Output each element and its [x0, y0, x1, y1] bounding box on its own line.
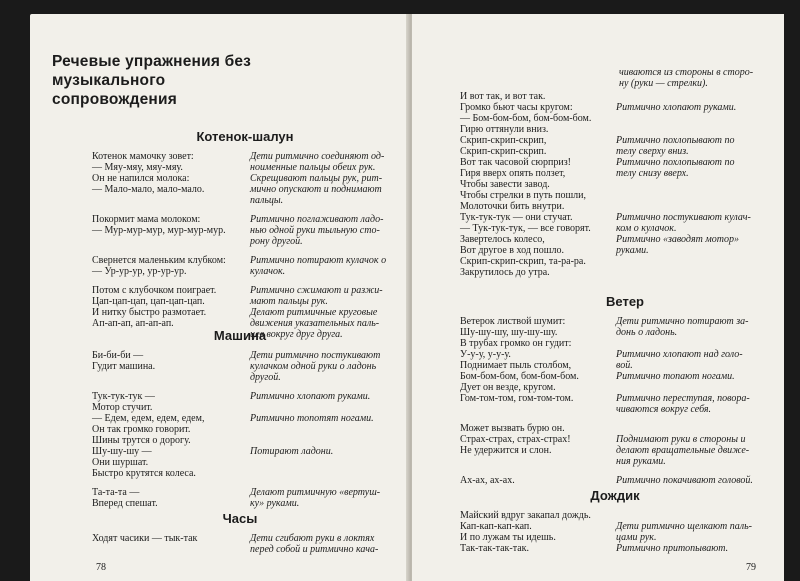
verse-line: Покормит мама молоком: — [92, 214, 201, 225]
verse-line: Ах-ах, ах-ах. — [460, 475, 515, 486]
verse-line: Ветерок листвой шумит: — [460, 316, 566, 327]
movement-instruction: Ритмично хлопают над голо- — [616, 349, 743, 360]
poem-row — [460, 234, 751, 245]
movement-instruction: другой. — [250, 372, 281, 383]
stanza-gap — [460, 415, 753, 423]
poem-row — [460, 521, 752, 532]
continuation-line: чиваются из стороны в сторо- — [619, 67, 754, 78]
poem-row — [92, 214, 386, 225]
movement-instruction: Дети сгибают руки в локтях — [250, 533, 375, 544]
clock-poem-start — [92, 533, 378, 555]
verse-line: Завертелось колесо, — [460, 234, 545, 245]
movement-instruction: мают пальцы рук. — [250, 296, 328, 307]
movement-instruction: рону другой. — [250, 236, 303, 247]
verse-line: — Тук-тук-тук, — все говорят. — [460, 223, 591, 234]
verse-line: Тук-тук-тук — — [92, 391, 155, 402]
stanza-gap — [92, 277, 386, 285]
poem-row — [92, 296, 386, 307]
movement-instruction: кулачком одной руки о ладонь — [250, 361, 377, 372]
movement-instruction: донь о ладонь. — [616, 327, 678, 338]
verse-line: Вот другое в ход пошло. — [460, 245, 564, 256]
poem-row — [92, 285, 386, 296]
verse-line: — Мур-мур-мур, мур-мур-мур. — [92, 225, 226, 236]
poem-row — [460, 543, 752, 554]
movement-instruction: Ритмично хлопают руками. — [250, 391, 371, 402]
verse-line: Чтобы завести завод. — [460, 179, 550, 190]
movement-instruction: ком о кулачок. — [616, 223, 677, 234]
movement-instruction: ния руками. — [616, 456, 666, 467]
verse-line: Цап-цап-цап, цап-цап-цап. — [92, 296, 205, 307]
verse-line: В трубах громко он гудит: — [460, 338, 572, 349]
movement-instruction: Ритмично похлопывают по — [616, 157, 735, 168]
poem-row — [460, 475, 753, 486]
verse-line — [92, 236, 250, 247]
verse-line: — Мяу-мяу, мяу-мяу. — [92, 162, 183, 173]
section-heading-wind: Ветер — [606, 294, 644, 309]
car-poem — [92, 350, 380, 509]
poem-row — [460, 434, 753, 445]
verse-line: Гудит машина. — [92, 361, 156, 372]
verse-line: Быстро крутятся колеса. — [92, 468, 196, 479]
verse-line: Они шуршат. — [92, 457, 149, 468]
poem-row — [92, 402, 380, 413]
movement-instruction: Ритмично покачивают головой. — [616, 475, 753, 486]
stanza-gap — [92, 479, 380, 487]
poem-row — [92, 361, 380, 372]
poem-row — [460, 349, 753, 360]
poem-row — [92, 236, 386, 247]
stanza-gap — [92, 206, 386, 214]
poem-row — [460, 371, 753, 382]
verse-line: Та-та-та — — [92, 487, 140, 498]
poem-row — [460, 190, 751, 201]
poem-row — [92, 413, 380, 424]
wind-poem — [460, 316, 753, 486]
poem-row — [460, 157, 751, 168]
verse-line: Так-так-так-так. — [460, 543, 530, 554]
movement-instruction: нью одной руки тыльную сто- — [250, 225, 380, 236]
poem-row — [460, 456, 753, 467]
verse-line: Он так громко говорит. — [92, 424, 191, 435]
poem-row — [92, 151, 386, 162]
poem-row — [92, 435, 380, 446]
verse-line: Не удержится и слон. — [460, 445, 552, 456]
movement-instruction: Дети ритмично постукивают — [250, 350, 381, 361]
movement-instruction: перед собой и ритмично кача- — [250, 544, 379, 555]
poem-row — [460, 382, 753, 393]
poem-row — [460, 327, 753, 338]
poem-row — [92, 162, 386, 173]
verse-line: Котенок мамочку зовет: — [92, 151, 194, 162]
verse-line — [460, 404, 616, 415]
verse-line: Может вызвать бурю он. — [460, 423, 565, 434]
movement-instruction: Ритмично притопывают. — [616, 543, 729, 554]
poem-row — [460, 316, 753, 327]
verse-line: Скрип-скрип-скрип, — [460, 135, 547, 146]
poem-row — [460, 179, 751, 190]
poem-row — [92, 173, 386, 184]
verse-line — [460, 456, 616, 467]
verse-line — [92, 372, 250, 383]
verse-line: Гом-том-том, гом-том-том. — [460, 393, 574, 404]
poem-row — [460, 338, 753, 349]
movement-instruction: чиваются вокруг себя. — [616, 404, 712, 415]
poem-row — [92, 372, 380, 383]
continuation-line: ну (руки — стрелки). — [619, 78, 708, 89]
poem-row — [460, 423, 753, 434]
verse-line: — Едем, едем, едем, едем, — [92, 413, 205, 424]
poem-row — [92, 266, 386, 277]
poem-row — [460, 510, 752, 521]
verse-line: Бом-бом-бом, бом-бом-бом. — [460, 371, 579, 382]
movement-instruction: Потирают ладони. — [250, 446, 334, 457]
poem-row — [92, 457, 380, 468]
poem-row — [460, 102, 751, 113]
movement-instruction: Поднимают руки в стороны и — [616, 434, 746, 445]
kitten-poem — [92, 151, 386, 340]
movement-instruction: телу сверху вниз. — [616, 146, 689, 157]
movement-instruction: Ритмично потирают кулачок о — [250, 255, 387, 266]
poem-row — [92, 307, 386, 318]
poem-row — [460, 146, 751, 157]
poem-row — [92, 533, 378, 544]
movement-instruction: Дети ритмично щелкают паль- — [616, 521, 753, 532]
verse-line: Ходят часики — тык-так — [92, 533, 198, 544]
section-heading-clock: Часы — [222, 511, 258, 526]
poem-row — [460, 113, 751, 124]
poem-row — [92, 391, 380, 402]
verse-line: И по лужам ты идешь. — [460, 532, 556, 543]
verse-line: Он не напился молока: — [92, 173, 190, 184]
movement-instruction: Ритмично похлопывают по — [616, 135, 735, 146]
poem-row — [460, 212, 751, 223]
poem-row — [460, 91, 751, 102]
poem-row — [460, 404, 753, 415]
section-heading-car: Машина — [213, 328, 267, 343]
poem-row — [460, 201, 751, 212]
verse-line — [92, 195, 250, 206]
poem-row — [92, 468, 380, 479]
verse-line: Громко бьют часы кругом: — [460, 102, 573, 113]
movement-instruction: Дети ритмично потирают за- — [616, 316, 749, 327]
page-title: Речевые упражнения без музыкального сопровождения — [52, 53, 252, 108]
poem-row — [92, 487, 380, 498]
movement-instruction: Ритмично «заводят мотор» — [616, 234, 739, 245]
verse-line: Гирю оттянули вниз. — [460, 124, 549, 135]
movement-instruction: Ритмично переступая, повора- — [616, 393, 750, 404]
movement-instruction: пальцы. — [250, 195, 284, 206]
poem-row — [92, 195, 386, 206]
verse-line: Би-би-би — — [92, 350, 144, 361]
poem-row — [460, 124, 751, 135]
verse-line: — Ур-ур-ур, ур-ур-ур. — [92, 266, 187, 277]
verse-line: Шу-шу-шу — — [92, 446, 152, 457]
poem-row — [92, 498, 380, 509]
verse-line: Чтобы стрелки в путь пошли, — [460, 190, 587, 201]
movement-instruction: Ритмично топотят ногами. — [250, 413, 374, 424]
verse-line: Ап-ап-ап, ап-ап-ап. — [92, 318, 174, 329]
verse-line: Кап-кап-кап-кап. — [460, 521, 532, 532]
verse-line: Скрип-скрип-скрип. — [460, 146, 547, 157]
poem-row — [460, 532, 752, 543]
movement-instruction: Дети ритмично соединяют од- — [250, 151, 385, 162]
page-number-left: 78 — [96, 562, 106, 573]
poem-row — [92, 544, 378, 555]
poem-row — [92, 350, 380, 361]
verse-line: Закрутилось до утра. — [460, 267, 550, 278]
poem-row — [92, 255, 386, 266]
verse-line: Шины трутся о дорогу. — [92, 435, 191, 446]
poem-row — [92, 184, 386, 195]
verse-line: И вот так, и вот так. — [460, 91, 546, 102]
movement-instruction: телу снизу вверх. — [616, 168, 689, 179]
movement-instruction: Ритмично хлопают руками. — [616, 102, 737, 113]
poem-row — [92, 424, 380, 435]
movement-instruction: мично опускают и поднимают — [250, 184, 382, 195]
movement-instruction: ку» руками. — [250, 498, 300, 509]
movement-instruction: цев вокруг друг друга. — [250, 329, 343, 340]
poem-row — [460, 245, 751, 256]
movement-instruction: руками. — [616, 245, 649, 256]
movement-instruction: Делают ритмичную «вертуш- — [250, 487, 381, 498]
movement-instruction: движения указательных паль- — [250, 318, 380, 329]
movement-instruction: Ритмично топают ногами. — [616, 371, 735, 382]
poem-row — [460, 135, 751, 146]
movement-instruction: цами рук. — [616, 532, 657, 543]
clock-poem-continued — [460, 91, 751, 278]
verse-line: Тук-тук-тук — они стучат. — [460, 212, 573, 223]
verse-line: И нитку быстро размотает. — [92, 307, 207, 318]
poem-row — [460, 393, 753, 404]
poem-row — [460, 445, 753, 456]
verse-line: Молоточки бить внутри. — [460, 201, 565, 212]
poem-row — [460, 168, 751, 179]
instruction-continuation — [619, 67, 753, 89]
verse-line: Майский вдруг закапал дождь. — [460, 510, 591, 521]
stanza-gap — [92, 247, 386, 255]
movement-instruction: Ритмично постукивают кулач- — [616, 212, 751, 223]
verse-line: Вперед спешат. — [92, 498, 158, 509]
verse-line: Поднимает пыль столбом, — [460, 360, 572, 371]
verse-line — [92, 544, 250, 555]
movement-instruction: Скрещивают пальцы рук, рит- — [250, 173, 383, 184]
section-heading-rain: Дождик — [590, 488, 640, 503]
verse-line: У-у-у, у-у-у. — [460, 349, 511, 360]
movement-instruction: кулачок. — [250, 266, 286, 277]
poem-row — [460, 256, 751, 267]
verse-line: Потом с клубочком поиграет. — [92, 285, 217, 296]
verse-line: Шу-шу-шу, шу-шу-шу. — [460, 327, 558, 338]
movement-instruction: делают вращательные движе- — [616, 445, 750, 456]
poem-row — [92, 446, 380, 457]
verse-line: Скрип-скрип-скрип, та-ра-ра. — [460, 256, 586, 267]
stanza-gap — [460, 467, 753, 475]
movement-instruction: Делают ритмичные круговые — [250, 307, 378, 318]
verse-line: — Мало-мало, мало-мало. — [92, 184, 205, 195]
page-number-right: 79 — [746, 562, 756, 573]
movement-instruction: вой. — [616, 360, 633, 371]
poem-row — [460, 360, 753, 371]
movement-instruction: Ритмично поглаживают ладо- — [250, 214, 384, 225]
verse-line: Вот так часовой сюрприз! — [460, 157, 572, 168]
verse-line: Свернется маленьким клубком: — [92, 255, 226, 266]
poem-row — [460, 223, 751, 234]
verse-line: Дует он везде, кругом. — [460, 382, 556, 393]
verse-line: Страх-страх, страх-страх! — [460, 434, 571, 445]
movement-instruction: Ритмично сжимают и разжи- — [250, 285, 383, 296]
poem-row — [460, 267, 751, 278]
stanza-gap — [92, 383, 380, 391]
verse-line: Гиря вверх опять ползет, — [460, 168, 566, 179]
verse-line: — Бом-бом-бом, бом-бом-бом. — [460, 113, 592, 124]
movement-instruction: ноименные пальцы обеих рук. — [250, 162, 376, 173]
verse-line: Мотор стучит. — [92, 402, 153, 413]
rain-poem — [460, 510, 752, 554]
section-heading-kitten: Котенок-шалун — [196, 129, 294, 144]
poem-row — [92, 225, 386, 236]
